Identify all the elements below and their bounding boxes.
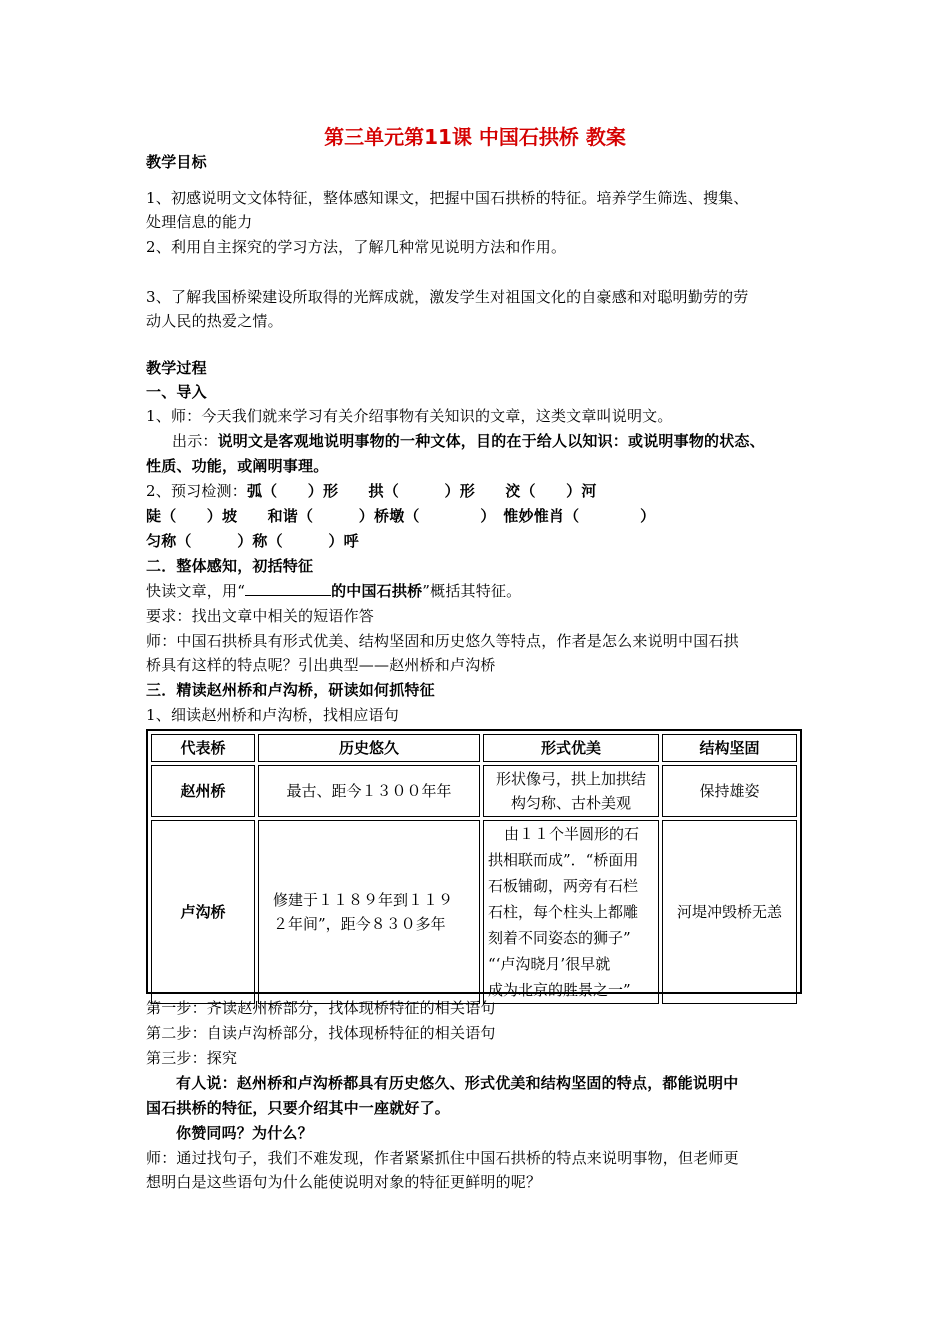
cell-zhaozhou-structure: 保持雄姿	[662, 765, 797, 817]
cell-lugou-structure: 河堤冲毁桥无恙	[662, 820, 797, 1004]
fill-in-prefix: 快读文章，用“	[146, 582, 246, 600]
cell-text: ２年间”，距今８３０多年	[273, 915, 446, 933]
section-2-line-1	[146, 581, 521, 601]
section-3-heading: 三．精读赵州桥和卢沟桥，研读如何抓特征	[146, 681, 435, 699]
question-line-2: 国石拱桥的特征，只要介绍其中一座就好了。	[146, 1099, 451, 1117]
quiz-line-2: 陡（ ）坡 和谐（ ）桥墩（ ） 惟妙惟肖（ ）	[146, 507, 656, 525]
goal-2: 2、利用自主探究的学习方法，了解几种常见说明方法和作用。	[146, 238, 567, 256]
cell-text: 拱相联而成”．“桥面用	[488, 851, 639, 869]
table-row-zhaozhou	[151, 765, 797, 817]
cell-text: 修建于１１８９年到１１９	[273, 891, 454, 909]
question-line-3: 你赞同吗？为什么？	[176, 1124, 313, 1142]
step-2: 第二步：自读卢沟桥部分，找体现桥特征的相关语句	[146, 1024, 496, 1042]
section-2-line-4: 桥具有这样的特点呢？引出典型——赵州桥和卢沟桥	[146, 656, 496, 674]
show-line-2: 性质、功能，或阐明事理。	[146, 457, 329, 475]
fill-in-blank	[245, 581, 331, 596]
section-3-line-1: 1、细读赵州桥和卢沟桥，找相应语句	[146, 706, 399, 724]
quiz-prefix: 2、预习检测：	[146, 482, 247, 500]
cell-text: 形状像弓，拱上加拱结	[495, 770, 646, 788]
cell-lugou-history	[258, 820, 480, 1004]
quiz-line-1	[146, 481, 597, 501]
cell-text: 由１１个半圆形的石	[504, 825, 640, 843]
header-beauty: 形式优美	[483, 734, 659, 762]
document-title: 第三单元第11课 中国石拱桥 教案	[324, 125, 626, 149]
cell-lugou-name: 卢沟桥	[151, 820, 255, 1004]
cell-zhaozhou-name: 赵州桥	[151, 765, 255, 817]
quiz-items-1: 弧（ ）形 拱（ ）形 洨（ ）河	[246, 482, 597, 500]
cell-text: “‘卢沟晓月’很早就	[488, 955, 611, 973]
header-bridge: 代表桥	[151, 734, 255, 762]
show-line-1	[172, 431, 765, 451]
cell-zhaozhou-beauty	[483, 765, 659, 817]
goal-1-line-1: 1、初感说明文文体特征，整体感知课文，把握中国石拱桥的特征。培养学生筛选、搜集、	[146, 189, 749, 207]
fill-in-bold: 的中国石拱桥	[331, 582, 423, 600]
goals-heading: 教学目标	[146, 153, 207, 171]
cell-text: 石板铺砌，两旁有石栏	[488, 877, 639, 895]
section-1-heading: 一、导入	[146, 383, 207, 401]
header-history: 历史悠久	[258, 734, 480, 762]
goal-1-line-2: 处理信息的能力	[146, 213, 253, 231]
table-row-lugou	[151, 820, 797, 1004]
show-text-1: 说明文是客观地说明事物的一种文体，目的在于给人以知识：或说明事物的状态、	[217, 432, 765, 450]
section-1-line-1: 1、师：今天我们就来学习有关介绍事物有关知识的文章，这类文章叫说明文。	[146, 407, 673, 425]
goal-3-line-1: 3、了解我国桥梁建设所取得的光辉成就，激发学生对祖国文化的自豪感和对聪明勤劳的劳	[146, 288, 749, 306]
section-2-line-3: 师：中国石拱桥具有形式优美、结构坚固和历史悠久等特点，作者是怎么来说明中国石拱	[146, 632, 739, 650]
cell-text: 成为北京的胜景之一”	[488, 981, 631, 999]
process-heading: 教学过程	[146, 359, 207, 377]
section-2-line-2: 要求：找出文章中相关的短语作答	[146, 607, 375, 625]
step-1: 第一步：齐读赵州桥部分，找体现桥特征的相关语句	[146, 999, 496, 1017]
cell-lugou-beauty	[483, 820, 659, 1004]
header-structure: 结构坚固	[662, 734, 797, 762]
cell-zhaozhou-history: 最古、距今１３００年年	[258, 765, 480, 817]
teacher-line-1: 师：通过找句子，我们不难发现，作者紧紧抓住中国石拱桥的特点来说明事物，但老师更	[146, 1149, 739, 1167]
cell-text: 石柱，每个柱头上都雕	[488, 903, 639, 921]
table-header-row	[151, 734, 797, 762]
cell-text: 刻着不同姿态的狮子”	[488, 929, 631, 947]
cell-text: 构匀称、古朴美观	[510, 794, 631, 812]
step-3: 第三步：探究	[146, 1049, 238, 1067]
section-2-heading: 二．整体感知，初括特征	[146, 557, 314, 575]
bridge-table	[146, 729, 802, 999]
show-label: 出示：	[172, 432, 218, 450]
fill-in-suffix: ”概括其特征。	[422, 582, 522, 600]
question-line-1: 有人说：赵州桥和卢沟桥都具有历史悠久、形式优美和结构坚固的特点，都能说明中	[176, 1074, 739, 1092]
quiz-line-3: 匀称（ ）称（ ）呼	[146, 532, 359, 550]
teacher-line-2: 想明白是这些语句为什么能使说明对象的特征更鲜明的呢？	[146, 1173, 542, 1191]
goal-3-line-2: 动人民的热爱之情。	[146, 312, 283, 330]
